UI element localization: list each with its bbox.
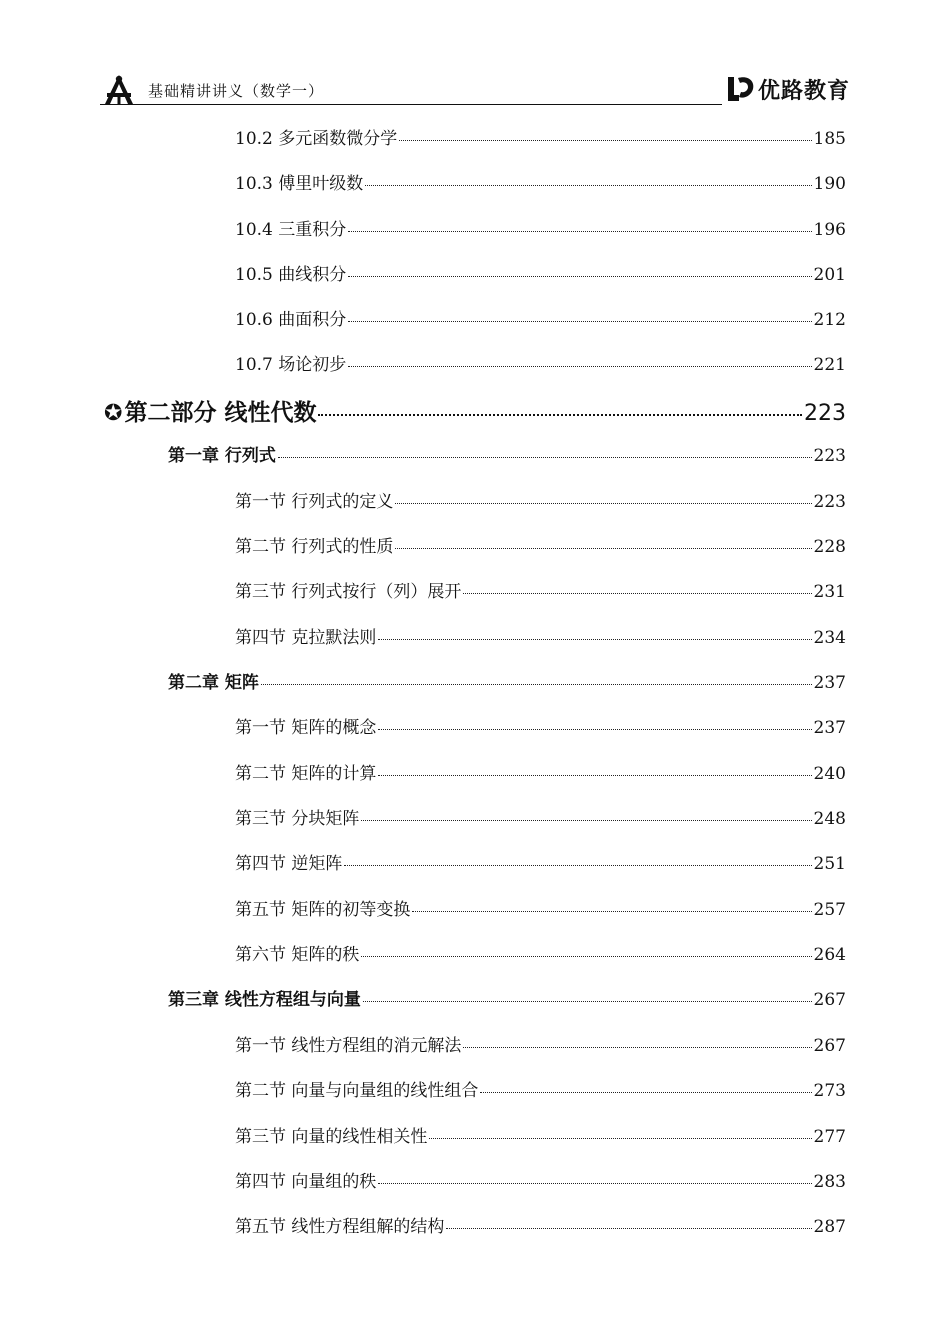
toc-entry-title <box>235 623 376 648</box>
toc-entry-title <box>235 124 397 149</box>
toc-entry-title <box>235 1076 478 1101</box>
toc-entry-label: 10.6 曲面积分 <box>235 310 347 330</box>
toc-entry-label: 第六节 矩阵的秩 <box>235 945 360 965</box>
header-divider <box>100 104 722 105</box>
toc-page-number: 223 <box>813 492 846 512</box>
toc-entry-section[interactable] <box>235 1076 846 1101</box>
toc-entry-label: 第二章 矩阵 <box>168 673 259 693</box>
toc-entry-section[interactable] <box>235 1122 846 1147</box>
toc-page-number: 240 <box>813 764 846 784</box>
dot-leader <box>378 775 811 776</box>
toc-entry-section[interactable] <box>235 713 846 738</box>
toc-entry-label: 10.4 三重积分 <box>235 220 347 240</box>
toc-page-number: 273 <box>813 1081 846 1101</box>
toc-entry-title <box>235 350 346 375</box>
toc-entry-title <box>235 1167 376 1192</box>
toc-entry-title <box>235 940 359 965</box>
dot-leader <box>463 593 811 594</box>
compass-logo-icon <box>102 74 136 106</box>
dot-leader <box>399 140 811 141</box>
toc-entry-section[interactable] <box>235 577 846 602</box>
toc-entry-title <box>235 849 342 874</box>
toc-entry-title <box>235 895 410 920</box>
star-badge-icon: ✪ <box>104 401 123 426</box>
toc-page-number: 212 <box>813 310 846 330</box>
toc-entry-title <box>235 532 393 557</box>
toc-page-number: 223 <box>804 401 846 426</box>
header-title: 基础精讲讲义（数学一） <box>148 82 325 100</box>
toc-page-number: 267 <box>813 990 846 1010</box>
toc-entry-title <box>235 759 376 784</box>
toc-entry-section[interactable] <box>235 849 846 874</box>
toc-entry-title <box>235 804 359 829</box>
dot-leader <box>429 1138 811 1139</box>
toc-page-number: 248 <box>813 809 846 829</box>
dot-leader <box>378 639 811 640</box>
dot-leader <box>361 956 811 957</box>
dot-leader <box>378 729 811 730</box>
toc-entry-section[interactable] <box>235 215 846 240</box>
toc-page-number: 234 <box>813 628 846 648</box>
dot-leader <box>348 321 811 322</box>
toc-page-number: 231 <box>813 582 846 602</box>
toc-page-number: 201 <box>813 265 846 285</box>
toc-entry-chapter[interactable] <box>168 441 846 466</box>
toc-entry-section[interactable] <box>235 759 846 784</box>
toc-entry-section[interactable] <box>235 260 846 285</box>
toc-entry-title <box>235 169 363 194</box>
toc-entry-title <box>235 1031 461 1056</box>
page-header <box>100 72 850 108</box>
toc-page-number: 283 <box>813 1172 846 1192</box>
toc-entry-label: 第一节 矩阵的概念 <box>235 718 377 738</box>
dot-leader <box>348 366 811 367</box>
toc-entry-section[interactable] <box>235 804 846 829</box>
toc-entry-section[interactable] <box>235 532 846 557</box>
dot-leader <box>261 684 812 685</box>
toc-page-number: 196 <box>813 220 846 240</box>
toc-entry-label: 第一节 行列式的定义 <box>235 492 394 512</box>
dot-leader <box>318 414 802 416</box>
toc-entry-label: 第四节 克拉默法则 <box>235 628 377 648</box>
toc-entry-label: 10.3 傅里叶级数 <box>235 174 364 194</box>
toc-entry-label: 第三节 向量的线性相关性 <box>235 1127 428 1147</box>
toc-entry-section[interactable] <box>235 169 846 194</box>
toc-page-number: 228 <box>813 537 846 557</box>
dot-leader <box>378 1183 811 1184</box>
youlu-logo-icon <box>726 75 756 103</box>
dot-leader <box>480 1092 811 1093</box>
toc-page-number: 287 <box>813 1217 846 1237</box>
toc-page-number: 251 <box>813 854 846 874</box>
dot-leader <box>348 276 811 277</box>
toc-entry-label: 第二节 向量与向量组的线性组合 <box>235 1081 479 1101</box>
toc-entry-label: 10.7 场论初步 <box>235 355 347 375</box>
toc-entry-section[interactable] <box>235 623 846 648</box>
toc-page-number: 267 <box>813 1036 846 1056</box>
toc-entry-label: 第一章 行列式 <box>168 446 276 466</box>
toc-entry-label: 第一节 线性方程组的消元解法 <box>235 1036 462 1056</box>
toc-entry-title <box>235 713 376 738</box>
dot-leader <box>395 548 811 549</box>
toc-entry-chapter[interactable] <box>168 985 846 1010</box>
toc-entry-section[interactable] <box>235 124 846 149</box>
toc-entry-title <box>235 260 346 285</box>
toc-entry-label: 第四节 向量组的秩 <box>235 1172 377 1192</box>
brand-logo <box>726 74 850 104</box>
dot-leader <box>463 1047 811 1048</box>
toc-entry-section[interactable] <box>235 350 846 375</box>
dot-leader <box>344 865 811 866</box>
toc-entry-title <box>104 394 316 427</box>
toc-page-number: 190 <box>813 174 846 194</box>
dot-leader <box>363 1001 812 1002</box>
toc-entry-title <box>235 1212 444 1237</box>
toc-entry-section[interactable] <box>235 1212 846 1237</box>
toc-page-number: 223 <box>813 446 846 466</box>
toc-entry-section[interactable] <box>235 940 846 965</box>
toc-entry-section[interactable] <box>235 895 846 920</box>
toc-entry-label: 第三章 线性方程组与向量 <box>168 990 361 1010</box>
toc-entry-title <box>235 577 461 602</box>
toc-entry-title <box>235 487 393 512</box>
toc-page-number: 185 <box>813 129 846 149</box>
toc-entry-title <box>235 305 346 330</box>
toc-entry-label: 第五节 线性方程组解的结构 <box>235 1217 445 1237</box>
dot-leader <box>395 503 811 504</box>
dot-leader <box>361 820 811 821</box>
toc-page-number: 221 <box>813 355 846 375</box>
toc-entry-title <box>168 441 276 466</box>
toc-entry-title <box>235 215 346 240</box>
dot-leader <box>348 231 811 232</box>
toc-entry-label: 10.2 多元函数微分学 <box>235 129 398 149</box>
toc-entry-title <box>235 1122 427 1147</box>
toc-entry-part[interactable] <box>104 394 846 427</box>
toc-entry-label: 第二节 行列式的性质 <box>235 537 394 557</box>
toc-entry-title <box>168 985 361 1010</box>
toc-entry-section[interactable] <box>235 1031 846 1056</box>
toc-entry-section[interactable] <box>235 305 846 330</box>
toc-page-number: 237 <box>813 673 846 693</box>
toc-entry-title <box>168 668 259 693</box>
dot-leader <box>446 1228 811 1229</box>
toc-entry-chapter[interactable] <box>168 668 846 693</box>
toc-entry-label: 第四节 逆矩阵 <box>235 854 343 874</box>
toc-entry-label: 10.5 曲线积分 <box>235 265 347 285</box>
toc-entry-label: 第三节 分块矩阵 <box>235 809 360 829</box>
toc-entry-label: 第二节 矩阵的计算 <box>235 764 377 784</box>
toc-page-number: 277 <box>813 1127 846 1147</box>
toc-entry-section[interactable] <box>235 1167 846 1192</box>
toc-page-number: 237 <box>813 718 846 738</box>
dot-leader <box>412 911 811 912</box>
toc-page-number: 257 <box>813 900 846 920</box>
dot-leader <box>365 185 811 186</box>
toc-entry-section[interactable] <box>235 487 846 512</box>
toc-entry-label: 第二部分 线性代数 <box>124 400 317 426</box>
toc-page-number: 264 <box>813 945 846 965</box>
brand-name: 优路教育 <box>757 78 850 104</box>
dot-leader <box>278 457 812 458</box>
toc-entry-label: 第五节 矩阵的初等变换 <box>235 900 411 920</box>
toc-entry-label: 第三节 行列式按行（列）展开 <box>235 582 462 602</box>
